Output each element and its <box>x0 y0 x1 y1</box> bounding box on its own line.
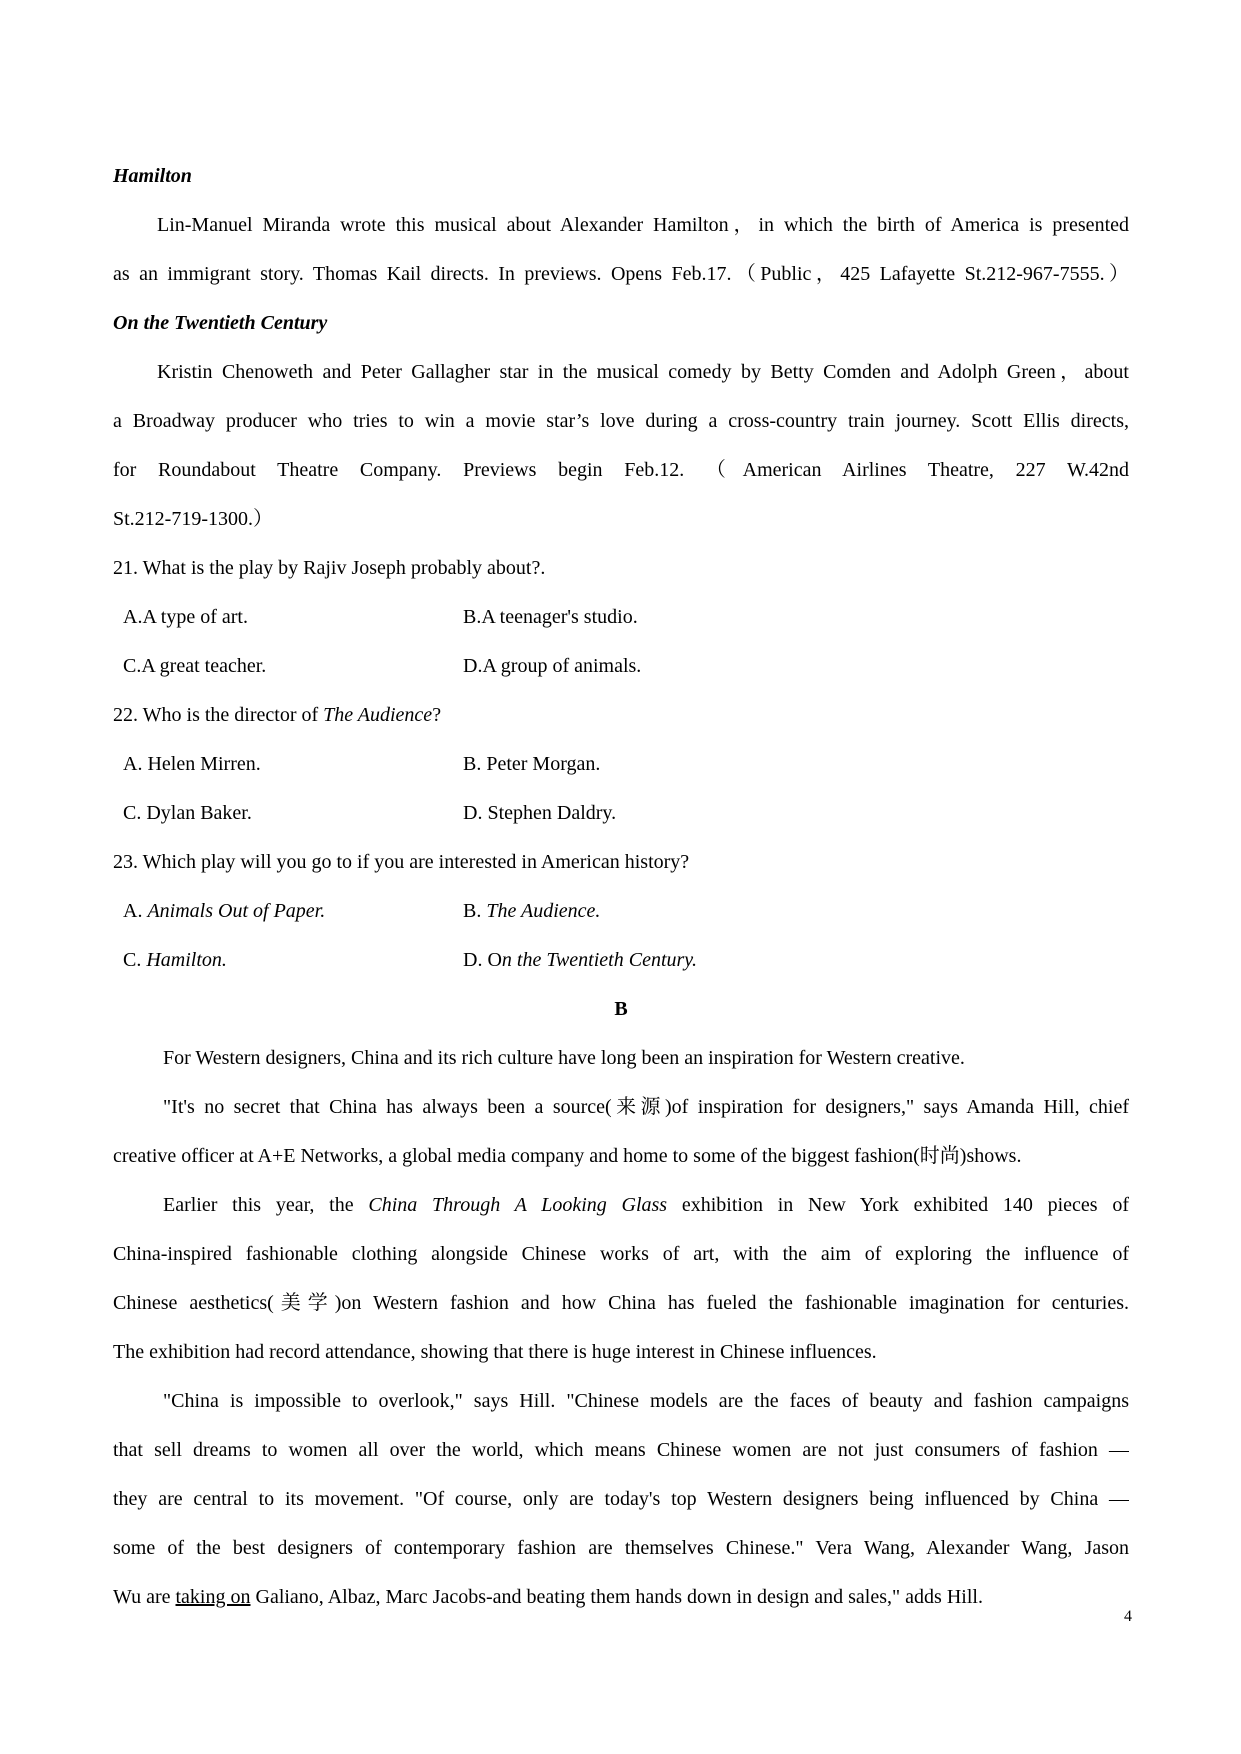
question-22-prefix: 22. Who is the director of <box>113 704 324 726</box>
paragraph-3-line-1-pre: Earlier this year, the <box>163 1194 369 1216</box>
option-c: C. Dylan Baker. <box>123 802 252 824</box>
option-d-label: D. O <box>463 949 502 971</box>
option-a: A. Helen Mirren. <box>123 753 261 775</box>
page-number: 4 <box>1124 1608 1132 1625</box>
option-a: A.A type of art. <box>123 606 248 628</box>
option-a-title: Animals Out of Paper. <box>147 900 326 922</box>
question-22-options-row-1 <box>113 740 1129 789</box>
section-b-paragraph-3-line-3: Chinese aesthetics(美学)on Western fashion and how China has fueled the fashionable imagination for centuries. <box>113 1292 1129 1314</box>
underlined-phrase: taking on <box>175 1586 251 1608</box>
question-22-options-row-2 <box>113 789 1129 838</box>
question-22 <box>113 691 1129 740</box>
option-b: B.A teenager's studio. <box>463 606 638 628</box>
section-b-paragraph-4-line-2: that sell dreams to women all over the world, which means Chinese women are not just consumers of fashion — <box>113 1439 1129 1461</box>
question-21-options-row-2 <box>113 642 1129 691</box>
section-b-paragraph-3-line-4: The exhibition had record attendance, showing that there is huge interest in Chinese influences. <box>113 1341 877 1363</box>
section-b-paragraph-1: For Western designers, China and its rich culture have long been an inspiration for Western creative. <box>163 1047 965 1069</box>
section-b-paragraph-2-line-2: creative officer at A+E Networks, a global media company and home to some of the biggest fashion(时尚)shows. <box>113 1145 1022 1167</box>
option-d: D.A group of animals. <box>463 655 642 677</box>
paragraph-4-line-5-post: Galiano, Albaz, Marc Jacobs-and beating them hands down in design and sales," adds Hill. <box>250 1586 983 1608</box>
question-22-title: The Audience <box>323 704 433 726</box>
question-21: 21. What is the play by Rajiv Joseph probably about?. <box>113 557 546 579</box>
play-title-hamilton: Hamilton <box>113 165 192 187</box>
section-b-paragraph-2-line-1: "It's no secret that China has always been a source(来源)of inspiration for designers," says Amanda Hill, chief <box>163 1096 1129 1118</box>
paragraph-3-line-1-post: exhibition in New York exhibited 140 pieces of <box>667 1194 1129 1216</box>
option-c-title: Hamilton. <box>146 949 227 971</box>
option-b: B. Peter Morgan. <box>463 753 601 775</box>
section-b-paragraph-4-line-5 <box>113 1573 1129 1622</box>
twentieth-text-line-4: St.212-719-1300.） <box>113 508 273 530</box>
option-d: D. Stephen Daldry. <box>463 802 617 824</box>
twentieth-text-line-2: a Broadway producer who tries to win a movie star’s love during a cross-country train journey. Scott Ellis directs, <box>113 410 1129 432</box>
question-23-options-row-1 <box>113 887 1129 936</box>
option-b-title: The Audience. <box>486 900 601 922</box>
option-d <box>463 936 697 985</box>
twentieth-text-line-1: Kristin Chenoweth and Peter Gallagher star in the musical comedy by Betty Comden and Adolph Green，about <box>157 361 1129 383</box>
section-b-paragraph-3-line-2: China-inspired fashionable clothing alongside Chinese works of art, with the aim of exploring the influence of <box>113 1243 1129 1265</box>
exhibition-title: China Through A Looking Glass <box>368 1194 668 1216</box>
section-b-paragraph-4-line-1: "China is impossible to overlook," says Hill. "Chinese models are the faces of beauty and fashion campaigns <box>163 1390 1129 1412</box>
section-b-paragraph-4-line-3: they are central to its movement. "Of course, only are today's top Western designers being influenced by China — <box>113 1488 1129 1510</box>
section-b-paragraph-3-line-1 <box>113 1181 1129 1230</box>
option-c: C.A great teacher. <box>123 655 267 677</box>
question-23-options-row-2 <box>113 936 1129 985</box>
option-b <box>463 887 600 936</box>
question-22-suffix: ? <box>432 704 442 726</box>
document-body <box>113 152 1129 1622</box>
section-heading-b: B <box>614 998 628 1020</box>
option-a <box>123 887 325 936</box>
section-b-paragraph-4-line-4: some of the best designers of contemporary fashion are themselves Chinese." Vera Wang, Alexander Wang, Jason <box>113 1537 1129 1559</box>
twentieth-text-line-3: for Roundabout Theatre Company. Previews begin Feb.12. （American Airlines Theatre, 227 W.42nd <box>113 459 1129 481</box>
play-title-twentieth-century: On the Twentieth Century <box>113 312 328 334</box>
hamilton-text-line-2: as an immigrant story. Thomas Kail directs. In previews. Opens Feb.17.（Public，425 Lafayette St.212-967-7555.） <box>113 263 1129 285</box>
option-b-label: B. <box>463 900 487 922</box>
option-a-label: A. <box>123 900 148 922</box>
question-23: 23. Which play will you go to if you are interested in American history? <box>113 851 690 873</box>
option-d-title: n the Twentieth Century. <box>501 949 698 971</box>
option-c-label: C. <box>123 949 147 971</box>
paragraph-4-line-5-pre: Wu are <box>113 1586 176 1608</box>
option-c <box>123 936 227 985</box>
hamilton-text-line-1: Lin-Manuel Miranda wrote this musical about Alexander Hamilton，in which the birth of America is presented <box>157 214 1129 236</box>
question-21-options-row-1 <box>113 593 1129 642</box>
